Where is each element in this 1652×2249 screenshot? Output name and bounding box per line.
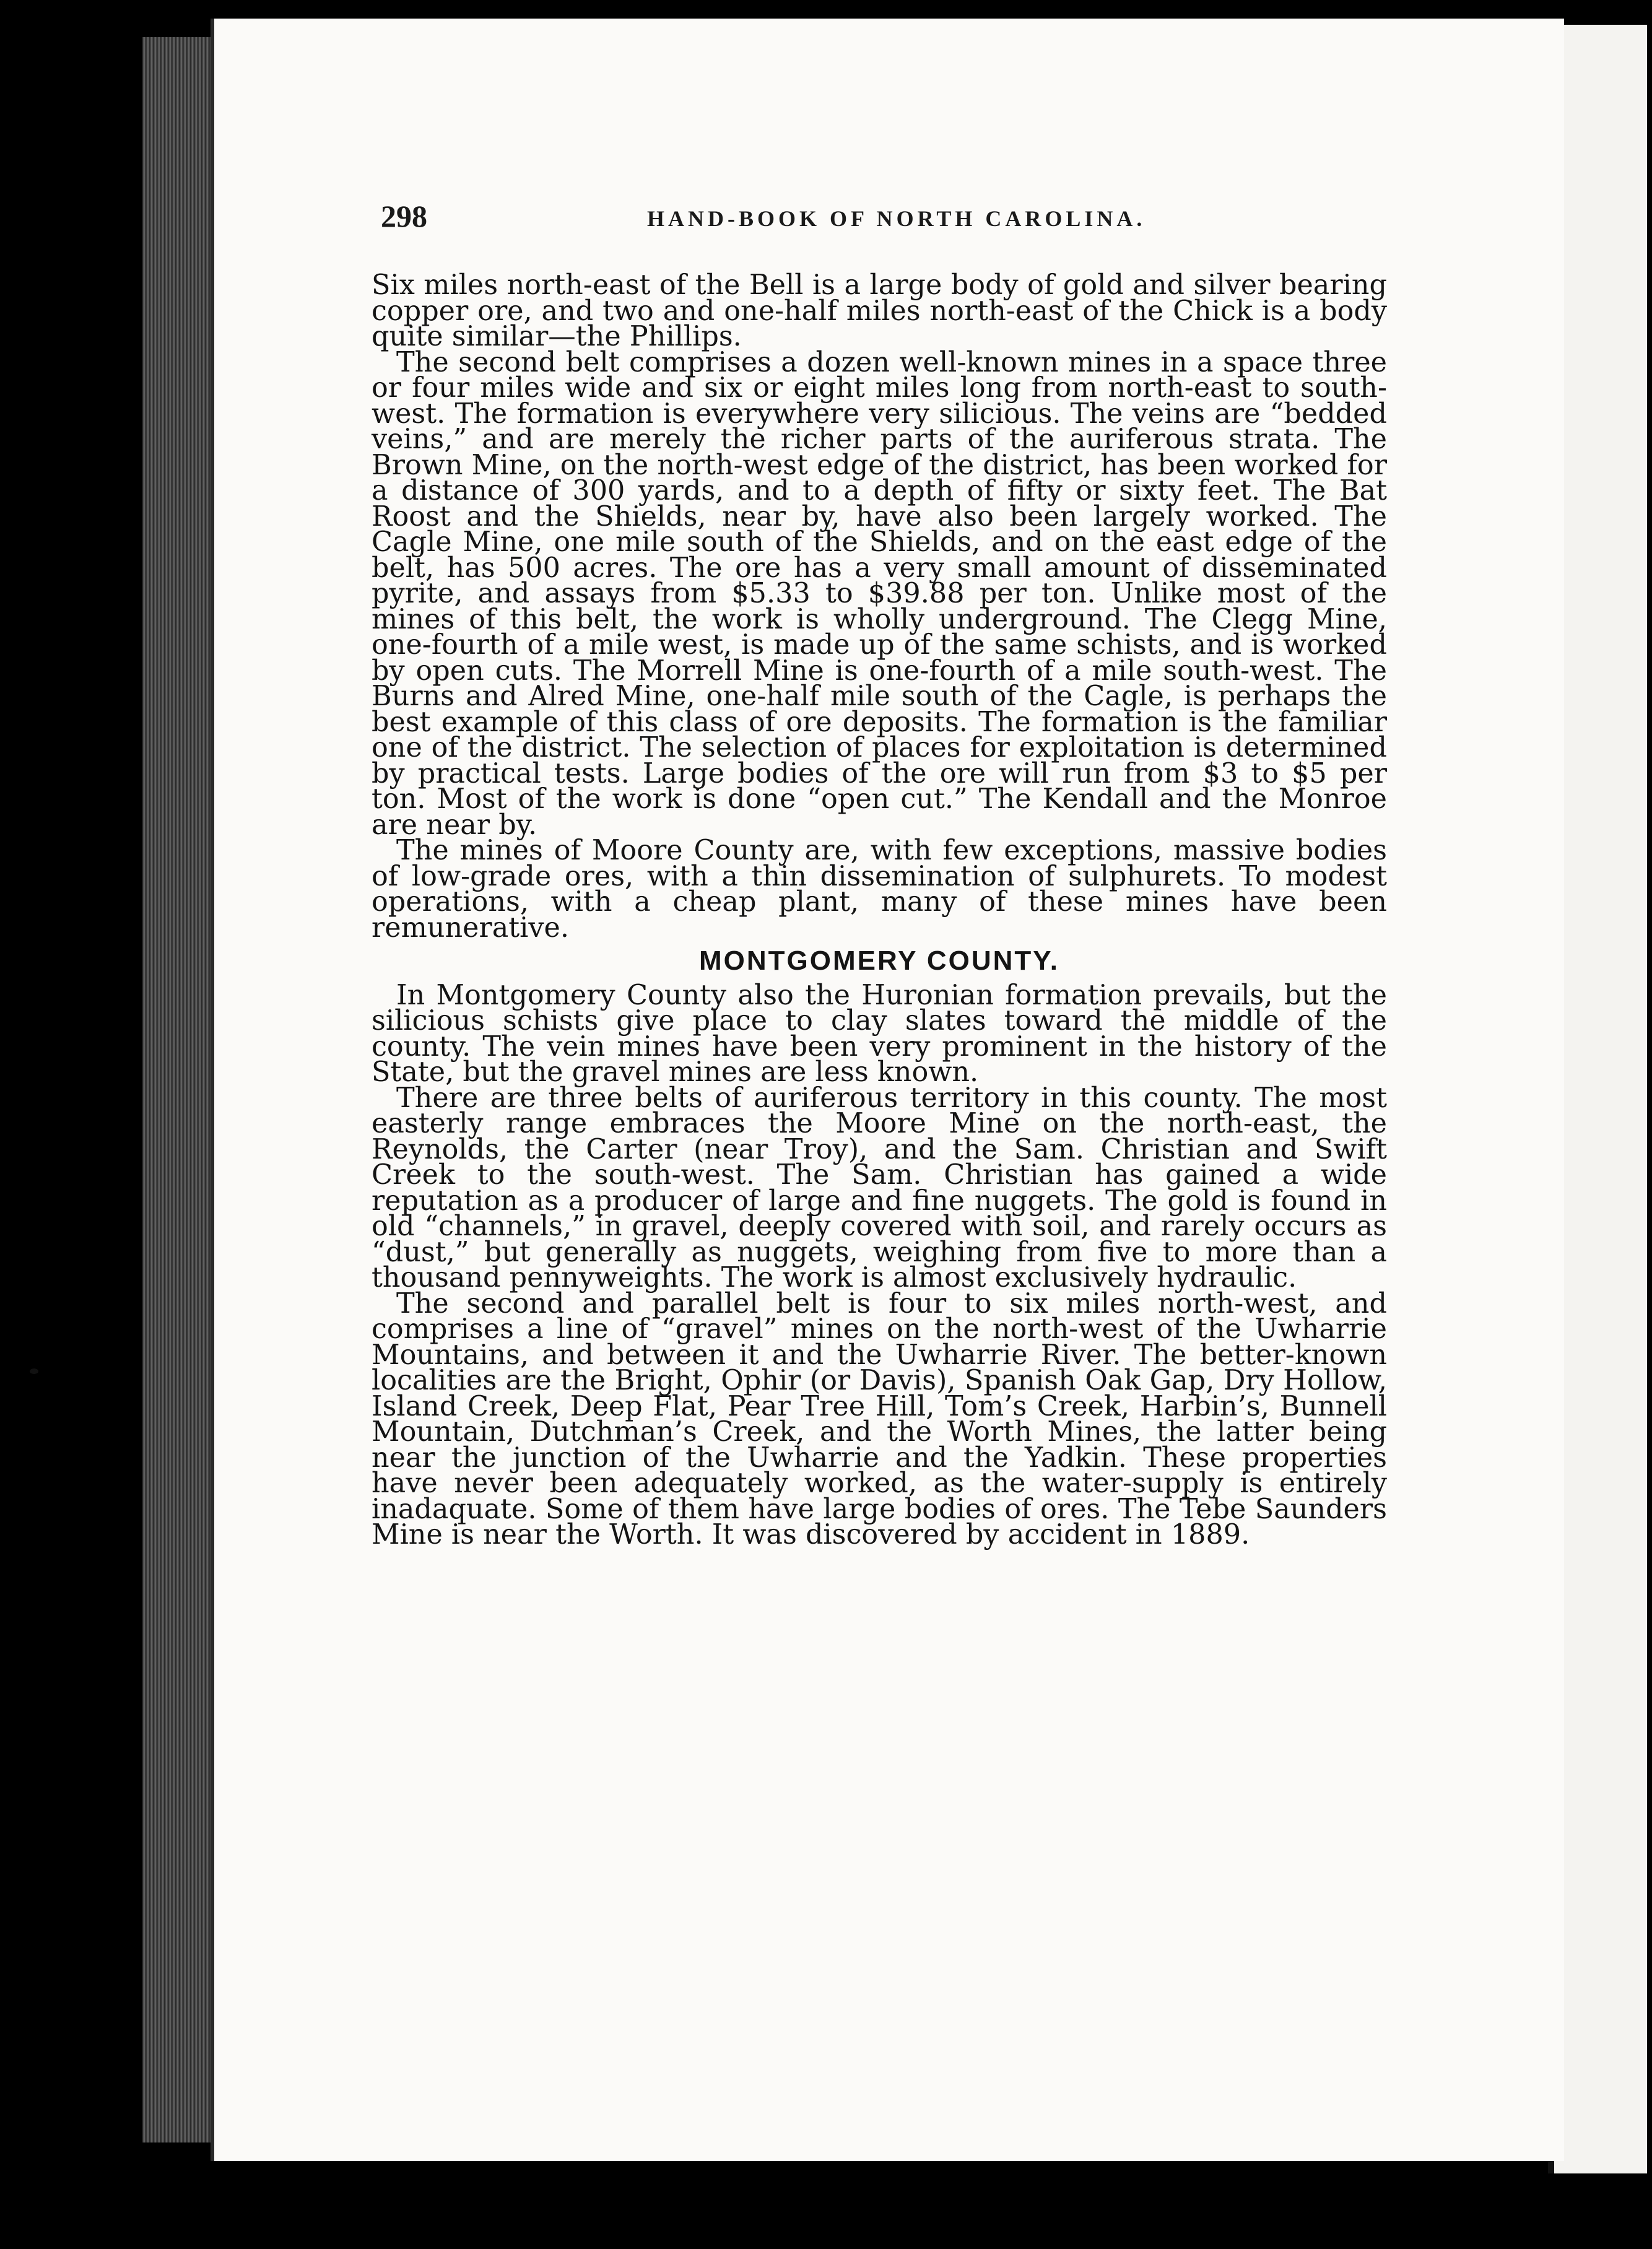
scan-speck xyxy=(30,1368,38,1374)
section-heading-montgomery: MONTGOMERY COUNTY. xyxy=(698,946,1060,976)
page-body xyxy=(372,269,1387,1551)
paragraph-phillips: Six miles north-east of the Bell is a large body of gold and silver bearing copper ore, and two and one-half miles north-east of the Chick is a body quite similar—the Phillips. xyxy=(372,269,1387,352)
page-number: 298 xyxy=(381,199,427,233)
paragraph-second-belt-moore: The second belt comprises a dozen well-known mines in a space three or four miles wide and six or eight miles long from north-east to south-west. The formation is everywhere very silicious. The veins are “bedded veins,” and are merely the richer parts of the auriferous strata. The Brown Mine, on the north-west edge of the district, has been worked for a distance of 300 yards, and to a depth of fifty or sixty feet. The Bat Roost and the Shields, near by, have also been largely worked. The Cagle Mine, one mile south of the Shields, and on the east edge of the belt, has 500 acres. The ore has a very small amount of disseminated pyrite, and assays from $5.33 to $39.88 per ton. Unlike most of the mines of this belt, the work is wholly underground. The Clegg Mine, one-fourth of a mile west, is made up of the same schists, and is worked by open cuts. The Morrell Mine is one-fourth of a mile south-west. The Burns and Alred Mine, one-half mile south of the Cagle, is perhaps the best example of this class of ore deposits. The formation is the familiar one of the district. The selection of places for exploitation is determined by practical tests. Large bodies of the ore will run from $3 to $5 per ton. Most of the work is done “open cut.” The Kendall and the Monroe are near by. xyxy=(372,346,1387,841)
paragraph-second-parallel-belt: The second and parallel belt is four to six miles north-west, and comprises a line of “gravel” mines on the north-west of the Uwharrie Mountains, and between it and the Uwharrie River. The better-known localities are the Bright, Ophir (or Davis), Spanish Oak Gap, Dry Hollow, Island Creek, Deep Flat, Pear Tree Hill, Tom’s Creek, Harbin’s, Bunnell Mountain, Dutchman’s Creek, and the Worth Mines, the latter being near the junction of the Uwharrie and the Yadkin. These properties have never been adequately worked, as the water-supply is entirely inadaquate. Some of them have large bodies of ores. The Tebe Saunders Mine is near the Worth. It was discovered by accident in 1889. xyxy=(372,1287,1387,1551)
running-head: HAND-BOOK OF NORTH CAROLINA. xyxy=(647,206,1146,231)
paragraph-montgomery-intro: In Montgomery County also the Huronian formation prevails, but the silicious schists give place to clay slates toward the middle of the county. The vein mines have been very prominent in the history of the State, but the gravel mines are less known. xyxy=(372,979,1387,1088)
paragraph-moore-county-summary: The mines of Moore County are, with few exceptions, massive bodies of low-grade ores, with a thin dissemination of sulphurets. To modest operations, with a cheap plant, many of these mines have been remunerative. xyxy=(372,835,1387,944)
book-page-edges xyxy=(142,37,211,2142)
paragraph-three-belts: There are three belts of auriferous territory in this county. The most easterly range embraces the Moore Mine on the north-east, the Reynolds, the Carter (near Troy), and the Sam. Christian and Swift Creek to the south-west. The Sam. Christian has gained a wide reputation as a producer of large and fine nuggets. The gold is found in old “channels,” in gravel, deeply covered with soil, and rarely occurs as “dust,” but generally as nuggets, weighing from five to more than a thousand pennyweights. The work is almost exclusively hydraulic. xyxy=(372,1082,1387,1294)
page-header xyxy=(381,198,1384,248)
